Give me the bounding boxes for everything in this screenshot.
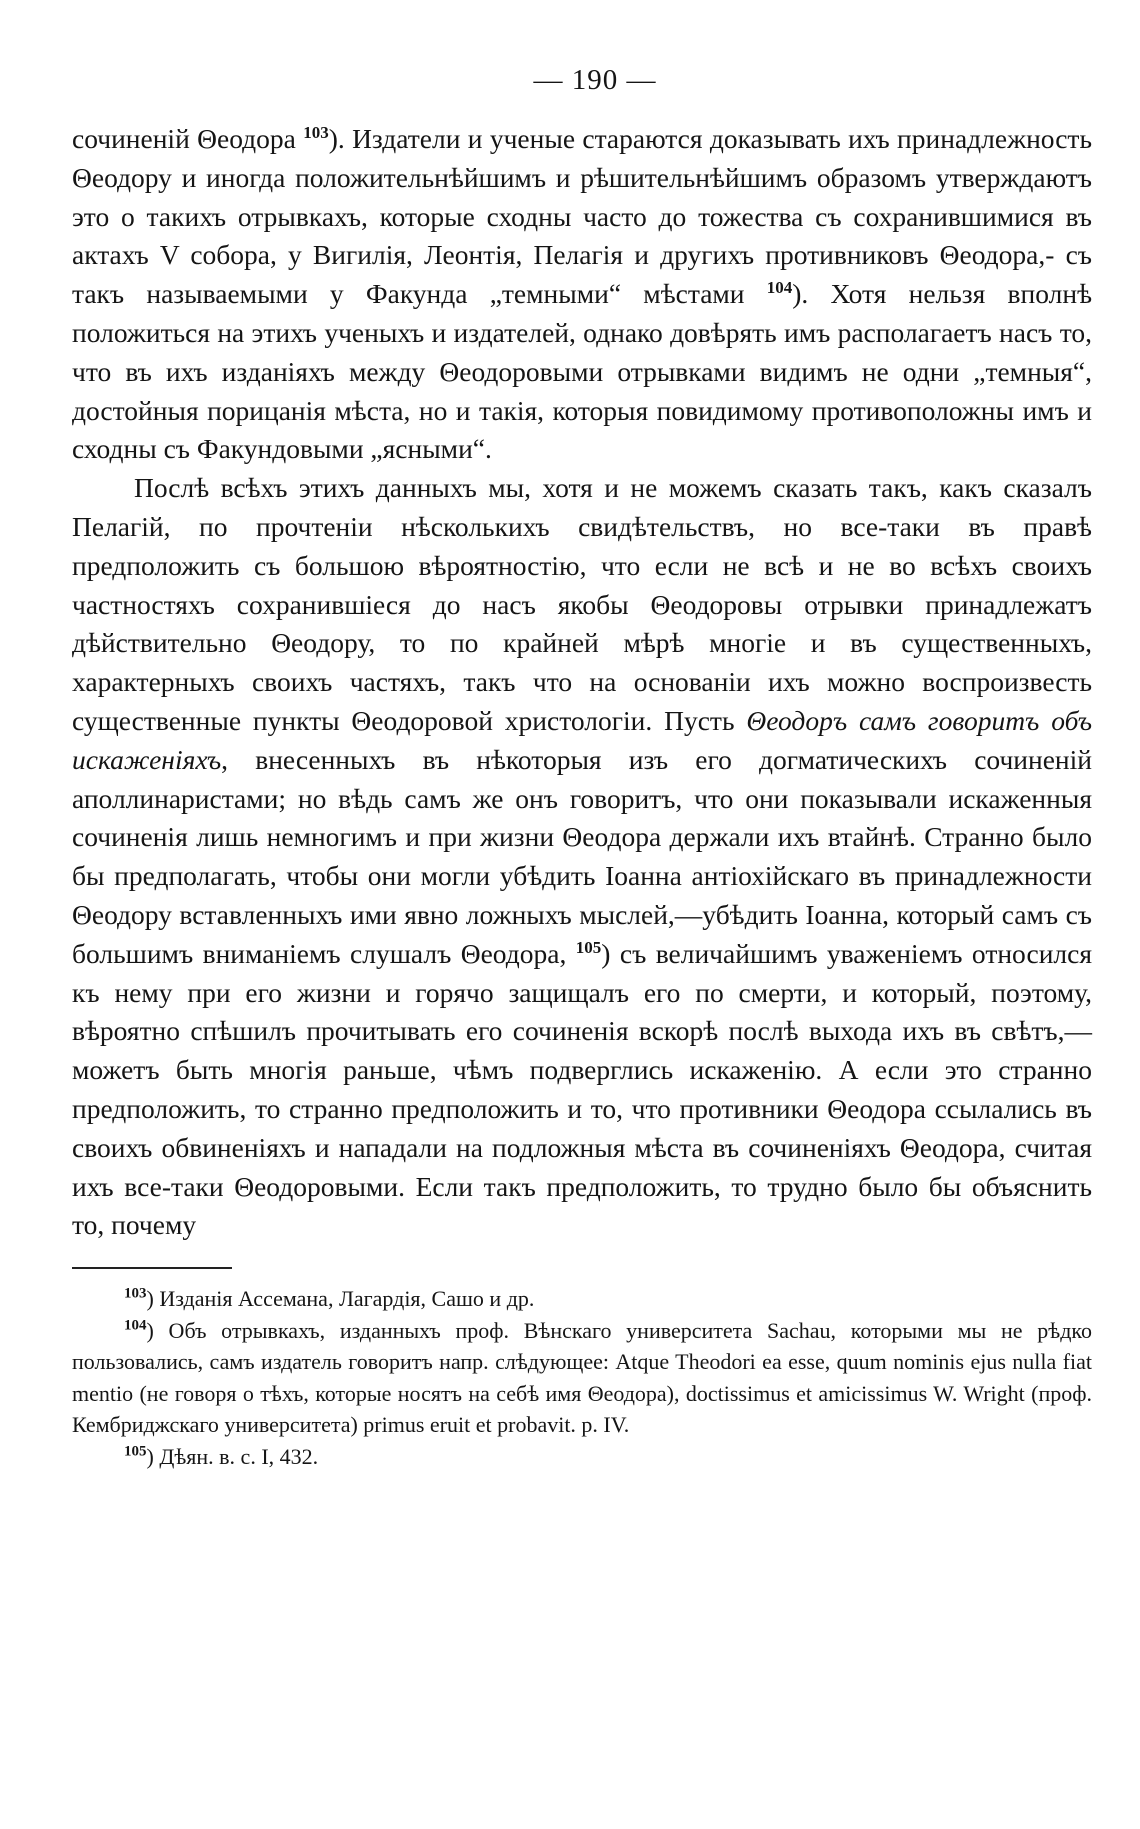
footnote-text: ) Изданія Ассемана, Лагардія, Сашо и др. xyxy=(146,1286,535,1312)
paragraph-1-text-c: ). Хотя нельзя вполнѣ положиться на этихъ ученыхъ и издателей, однако довѣрять имъ располагаетъ насъ то, что въ ихъ изданіяхъ между Θеодоровыми отрывками видимъ не одни „темныя“, достойныя порицанія мѣста, но и такія, которыя повидимому противоположны имъ и сходны съ Факундовыми „ясными“. xyxy=(72,278,1092,465)
footnote-105 xyxy=(72,1441,1092,1473)
paragraph-2-italic: Θеодоръ самъ говоритъ объ искаженіяхъ xyxy=(72,704,1092,775)
footnote-103 xyxy=(72,1283,1092,1315)
footnotes xyxy=(72,1283,1092,1472)
footnote-text: ) Дѣян. в. с. I, 432. xyxy=(146,1443,319,1469)
paragraph-2-text-c: ) съ величайшимъ уваженіемъ относился къ нему при его жизни и горячо защищалъ его по смерти, и который, поэтому, вѣроятно спѣшилъ прочитывать его сочиненія вскорѣ послѣ выхода ихъ въ свѣтъ,—можетъ быть многія раньше, чѣмъ подверглись искаженію. А если это странно предположить, то странно предположить и то, что противники Θеодора ссылались въ своихъ обвиненіяхъ и нападали на подложныя мѣста въ сочиненіяхъ Θеодора, считая ихъ все-таки Θеодоровыми. Если такъ предположить, то трудно было бы объяснить то, почему xyxy=(72,937,1092,1241)
footnote-number: 103 xyxy=(124,1285,147,1302)
paragraph-1 xyxy=(72,120,1092,469)
footnote-divider xyxy=(72,1267,232,1269)
paragraph-1-text-b: ). Издатели и ученые стараются доказывать ихъ принадлежность Θеодору и иногда положительнѣйшимъ и рѣшительнѣйшимъ образомъ утверждаютъ это о такихъ отрывкахъ, которые сходны часто до тожества съ сохранившимися въ актахъ V собора, у Вигилія, Леонтія, Пелагія и другихъ противниковъ Θеодора,- съ такъ называемыми у Факунда „темными“ мѣстами xyxy=(72,123,1092,310)
footnote-number: 104 xyxy=(124,1317,147,1334)
footnote-104 xyxy=(72,1315,1092,1441)
footnote-ref-104[interactable]: 104 xyxy=(766,278,793,298)
footnote-ref-105[interactable]: 105 xyxy=(575,937,602,957)
page-number: — 190 — xyxy=(533,64,657,96)
footnote-number: 105 xyxy=(124,1443,147,1460)
document-page xyxy=(72,58,1092,1472)
footnote-ref-103[interactable]: 103 xyxy=(303,122,329,142)
paragraph-2-text-b: , внесенныхъ въ нѣкоторыя изъ его догматическихъ сочиненій аполлинаристами; но вѣдь самъ же онъ говоритъ, что они показывали искаженныя сочиненія лишь немногимъ и при жизни Θеодора держали ихъ втайнѣ. Странно было бы предполагать, чтобы они могли убѣдить Іоанна антіохійскаго въ принадлежности Θеодору вставленныхъ ими явно ложныхъ мыслей,—убѣдить Іоанна, который самъ съ большимъ вниманіемъ слушалъ Θеодора, xyxy=(72,743,1092,969)
paragraph-2-text-a: Послѣ всѣхъ этихъ данныхъ мы, хотя и не можемъ сказать такъ, какъ сказалъ Пелагій, по прочтеніи нѣсколькихъ свидѣтельствъ, но все-таки въ правѣ предположить съ большою вѣроятностію, что если не всѣ и не во всѣхъ своихъ частностяхъ сохранившіеся до насъ якобы Θеодоровы отрывки принадлежатъ дѣйствительно Θеодору, то по крайней мѣрѣ многіе и въ существенныхъ, характерныхъ своихъ частяхъ, такъ что на основаніи ихъ можно воспроизвесть существенные пункты Θеодоровой христологіи. Пусть xyxy=(72,472,1092,736)
paragraph-1-text-a: сочиненій Θеодора xyxy=(72,123,304,154)
main-text xyxy=(72,120,1092,1245)
footnote-text: ) Объ отрывкахъ, изданныхъ проф. Вѣнскаго университета Sachau, которыми мы не рѣдко пользовались, самъ издатель говоритъ напр. слѣдующее: Atque Theodori ea esse, quum nominis ejus nulla fiat mentio (не говоря о тѣхъ, которые носятъ на себѣ имя Θеодора), doctissimus et amicissimus W. Wright (проф. Кембриджскаго университета) primus eruit et probavit. p. IV. xyxy=(72,1317,1092,1438)
paragraph-2 xyxy=(72,469,1092,1245)
